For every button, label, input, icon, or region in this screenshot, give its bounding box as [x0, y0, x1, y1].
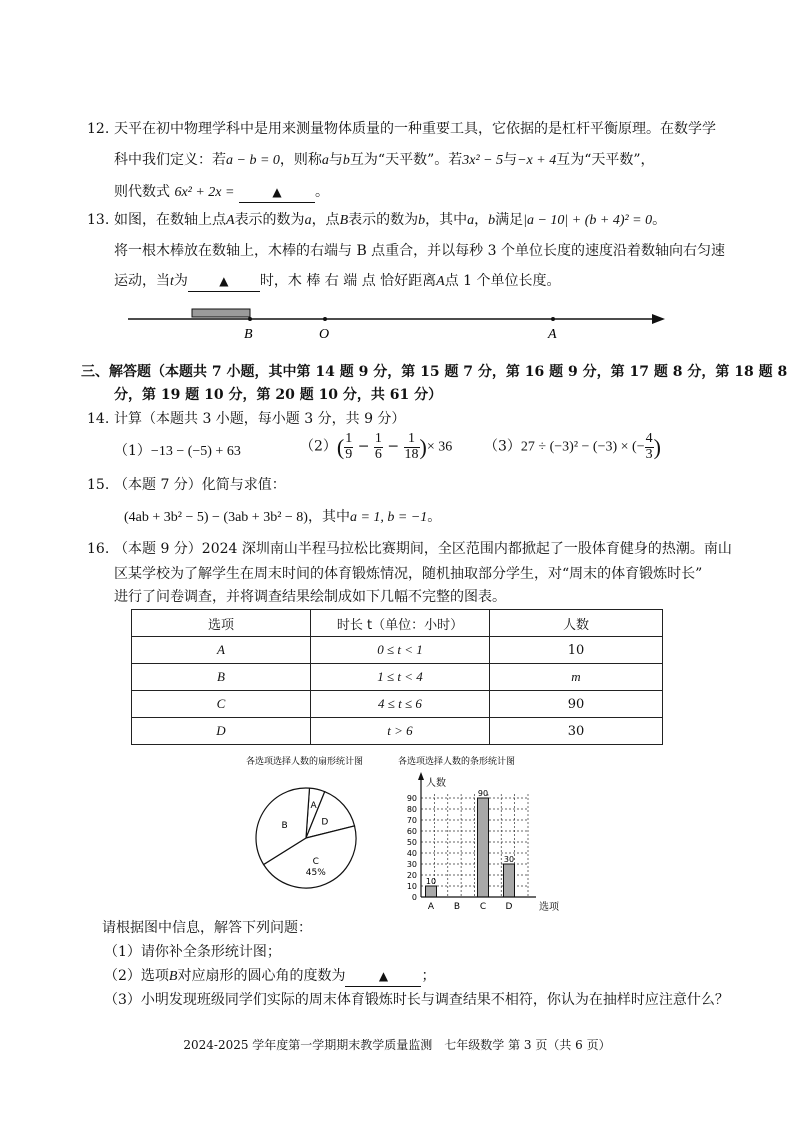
number-line-arrow — [652, 314, 665, 324]
number-line-figure — [0, 300, 794, 345]
bar-data-label: 90 — [477, 789, 489, 798]
pie-label-d: D — [321, 817, 329, 828]
bar-xtick-label: A — [427, 902, 435, 912]
pie-label-a: A — [310, 800, 317, 811]
bar-ytick-label: 90 — [406, 794, 417, 803]
q15-title: （本题 7 分）化简与求值： — [114, 477, 286, 493]
table-row — [132, 637, 663, 664]
page-footer: 2024-2025 学年度第一学期期末教学质量监测 七年级数学 第 3 页（共 6 页） — [183, 1038, 611, 1052]
wooden-stick — [192, 309, 250, 317]
table-cell: 10 — [490, 637, 663, 664]
q14-part1: （1）−13 − (−5) + 63 — [114, 443, 241, 459]
table-row — [132, 691, 663, 718]
bar-d — [504, 864, 515, 897]
q16-answer-blank[interactable]: ▲ — [345, 968, 421, 987]
table-cell: m — [490, 664, 663, 691]
q16-sub1: （1）请你补全条形统计图； — [104, 944, 281, 960]
table-header: 人数 — [490, 610, 663, 637]
bar-ytick-label: 0 — [411, 893, 417, 902]
bar-xtick-label: D — [505, 902, 513, 912]
q16-prompt: 请根据图中信息，解答下列问题： — [102, 920, 312, 936]
table-row — [132, 664, 663, 691]
q14-part3: （3）27 ÷ (−3)² − (−3) × (− $\frac{4}{3}$ ) — [484, 431, 661, 462]
bar-ytick-label: 20 — [406, 871, 417, 880]
q12-number: 12. — [87, 121, 110, 137]
q15-expression: (4ab + 3b² − 5) − (3ab + 3b² − 8)，其中a = 1, b = −1。 — [124, 509, 442, 525]
bar-ytick-label: 60 — [406, 827, 417, 836]
bar-ytick-label: 30 — [406, 860, 417, 869]
q13-line3: 运动，当t为 ▲ 时，木 棒 右 端 点 恰好距离A点 1 个单位长度。 — [114, 273, 561, 292]
bar-chart — [395, 752, 575, 917]
bar-ytick-label: 10 — [406, 882, 417, 891]
bar-ytick-label: 80 — [406, 805, 417, 814]
point-o-dot — [323, 317, 327, 321]
table-row — [132, 718, 663, 745]
q12-line1: 天平在初中物理学科中是用来测量物体质量的一种重要工具，它依据的是杠杆平衡原理。在数学学 — [114, 121, 716, 137]
table-cell: D — [132, 718, 311, 745]
q14-title: 计算（本题共 3 小题，每小题 3 分，共 9 分） — [114, 411, 406, 427]
table-cell: 30 — [490, 718, 663, 745]
section3-header-line1: 三、解答题（本题共 7 小题，其中第 14 题 9 分，第 15 题 7 分，第 16 题 9 分，第 17 题 8 分，第 18 题 8 — [81, 364, 788, 380]
table-cell: C — [132, 691, 311, 718]
bar-data-label: 30 — [503, 855, 515, 864]
table-cell: B — [132, 664, 311, 691]
q14-part2: （2）( $\frac{1}{9}$ − $\frac{1}{6}$ − $\frac{1}{18}$ )× 36 — [300, 431, 453, 462]
q16-line3: 进行了问卷调查，并将调查结果绘制成如下几幅不完整的图表。 — [114, 589, 506, 605]
point-o-label: O — [319, 327, 330, 342]
pie-chart-title: 各选项选择人数的扇形统计图 — [246, 757, 364, 767]
q14-number: 14. — [87, 411, 110, 427]
bar-y-axis-arrow — [418, 772, 424, 780]
table-cell: 90 — [490, 691, 663, 718]
pie-label-b: B — [281, 821, 288, 832]
q13-number: 13. — [87, 212, 110, 228]
pie-chart — [236, 752, 376, 902]
q12-line3: 则代数式 6x² + 2x = ▲ 。 — [114, 184, 329, 203]
q15-number: 15. — [87, 477, 110, 493]
bar-a — [426, 886, 437, 897]
q16-line2: 区某学校为了解学生在周末时间的体育锻炼情况，随机抽取部分学生，对“周末的体育锻炼时长” — [114, 566, 703, 582]
point-a-dot — [551, 317, 555, 321]
bar-chart-title: 各选项选择人数的条形统计图 — [398, 757, 516, 767]
pie-label-c: C — [312, 857, 319, 868]
q13-line1: 如图，在数轴上点A表示的数为a，点B表示的数为b，其中a，b满足|a − 10| + (b + 4)² = 0。 — [114, 212, 667, 228]
q16-sub3: （3）小明发现班级同学们实际的周末体育锻炼时长与调查结果不相符，你认为在抽样时应注意什么？ — [104, 992, 729, 1008]
q16-number: 16. — [87, 541, 110, 557]
table-cell: A — [132, 637, 311, 664]
table-header: 时长 t（单位：小时） — [311, 610, 490, 637]
table-cell: 0 ≤ t < 1 — [311, 637, 490, 664]
point-b-dot — [248, 317, 252, 321]
pie-percent-c: 45% — [305, 868, 326, 879]
q13-line2: 将一根木棒放在数轴上，木棒的右端与 B 点重合，并以每秒 3 个单位长度的速度沿着数轴向右匀速 — [114, 243, 725, 259]
table-cell: 1 ≤ t < 4 — [311, 664, 490, 691]
bar-chart-xlabel: 选项 — [539, 902, 559, 913]
point-a-label: A — [548, 327, 557, 342]
table-header-row — [132, 610, 663, 637]
table-cell: 4 ≤ t ≤ 6 — [311, 691, 490, 718]
q12-line2: 科中我们定义：若a − b = 0，则称a与b互为“天平数”。若3x² − 5与−x + 4互为“天平数”， — [114, 152, 655, 168]
q16-line1: （本题 9 分）2024 深圳南山半程马拉松比赛期间，全区范围内都掀起了一股体育健身的热潮。南山 — [114, 541, 732, 557]
table-header: 选项 — [132, 610, 311, 637]
table-cell: t > 6 — [311, 718, 490, 745]
bar-xtick-label: B — [453, 902, 461, 912]
q12-answer-blank[interactable]: ▲ — [239, 184, 315, 203]
bar-ytick-label: 70 — [406, 816, 417, 825]
bar-xtick-label: C — [479, 902, 487, 912]
bar-ytick-label: 50 — [406, 838, 417, 847]
bar-chart-ylabel: 人数 — [426, 778, 446, 789]
bar-data-label: 10 — [425, 877, 437, 886]
bar-c — [478, 798, 489, 897]
q13-answer-blank[interactable]: ▲ — [188, 273, 260, 292]
section3-header-line2: 分，第 19 题 10 分，第 20 题 10 分，共 61 分） — [114, 387, 443, 403]
bar-ytick-label: 40 — [406, 849, 417, 858]
q16-sub2: （2）选项B对应扇形的圆心角的度数为 ▲ ； — [104, 968, 435, 987]
survey-table — [131, 609, 663, 745]
point-b-label: B — [244, 327, 253, 342]
